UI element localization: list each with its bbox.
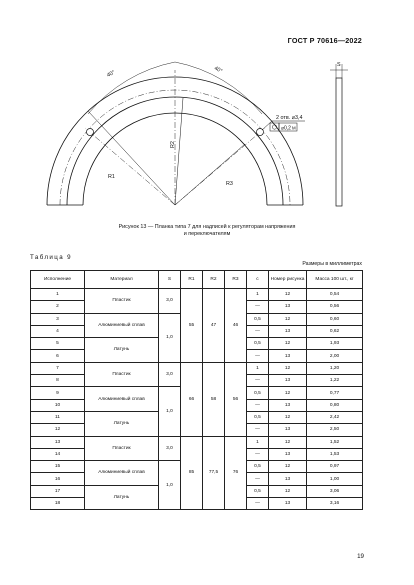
angle-label-left: 40° (106, 69, 117, 79)
tolerance-modifier: M (292, 125, 296, 131)
drawing-cell: 13 (269, 350, 307, 362)
c-cell: 0,5 (247, 313, 269, 325)
mass-cell: 0,77 (307, 387, 363, 399)
header-r3: R3 (225, 271, 247, 289)
execution-cell: 12 (31, 424, 85, 436)
c-cell: — (247, 473, 269, 485)
r3-cell: 76 (225, 436, 247, 510)
drawing-cell: 12 (269, 411, 307, 423)
units-note: Размеры в миллиметрах (302, 261, 362, 267)
header-mass: Масса 100 шт., кг (307, 271, 363, 289)
execution-cell: 10 (31, 399, 85, 411)
r3-label: R3 (226, 181, 233, 187)
execution-cell: 11 (31, 411, 85, 423)
r3-cell: 46 (225, 289, 247, 363)
s-cell: 1,0 (159, 313, 181, 362)
hole-note: 2 отв. ⌀3,4 (276, 115, 303, 121)
execution-cell: 13 (31, 436, 85, 448)
mass-cell: 0,56 (307, 301, 363, 313)
material-cell: Пластик (85, 436, 159, 461)
mass-cell: 3,16 (307, 498, 363, 510)
c-cell: 0,5 (247, 411, 269, 423)
material-cell: Алюминиевый сплав (85, 387, 159, 412)
r2-cell: 58 (203, 362, 225, 436)
r1-cell: 66 (181, 362, 203, 436)
material-cell: Пластик (85, 362, 159, 387)
material-cell: Алюминиевый сплав (85, 313, 159, 338)
mass-cell: 1,20 (307, 362, 363, 374)
side-view (336, 78, 342, 206)
header-r2: R2 (203, 271, 225, 289)
c-cell: 0,5 (247, 338, 269, 350)
r2-cell: 77,5 (203, 436, 225, 510)
drawing-cell: 12 (269, 485, 307, 497)
drawing-cell: 12 (269, 338, 307, 350)
execution-cell: 1 (31, 289, 85, 301)
execution-cell: 17 (31, 485, 85, 497)
drawing-cell: 12 (269, 313, 307, 325)
drawing-cell: 13 (269, 424, 307, 436)
c-cell: — (247, 498, 269, 510)
mass-cell: 1,22 (307, 375, 363, 387)
execution-cell: 6 (31, 350, 85, 362)
execution-cell: 3 (31, 313, 85, 325)
execution-cell: 15 (31, 461, 85, 473)
c-cell: — (247, 350, 269, 362)
mass-cell: 0,97 (307, 461, 363, 473)
angle-label-right: 40° (213, 65, 224, 75)
execution-cell: 18 (31, 498, 85, 510)
execution-cell: 2 (31, 301, 85, 313)
table-header-row (31, 271, 363, 289)
material-cell: Пластик (85, 289, 159, 314)
standard-number: ГОСТ Р 70616—2022 (287, 36, 362, 45)
c-cell: 0,5 (247, 387, 269, 399)
drawing-cell: 12 (269, 387, 307, 399)
s-cell: 1,0 (159, 461, 181, 510)
c-cell: 1 (247, 362, 269, 374)
caption-line-1: Рисунок 13 — Планка типа 7 для надписей к регуляторам напряжения (118, 224, 296, 230)
r3-cell: 56 (225, 362, 247, 436)
header-c: c (247, 271, 269, 289)
c-cell: — (247, 325, 269, 337)
material-cell: Латунь (85, 485, 159, 510)
mass-cell: 2,42 (307, 411, 363, 423)
execution-cell: 8 (31, 375, 85, 387)
table-label: Таблица 9 (30, 254, 73, 261)
material-cell: Латунь (85, 411, 159, 436)
drawing-cell: 13 (269, 301, 307, 313)
page-number: 19 (357, 553, 364, 560)
material-cell: Латунь (85, 338, 159, 363)
mass-cell: 1,00 (307, 473, 363, 485)
execution-cell: 9 (31, 387, 85, 399)
drawing-cell: 12 (269, 289, 307, 301)
header-drawing-number: Номер рисунка (269, 271, 307, 289)
c-cell: — (247, 424, 269, 436)
mass-cell: 1,52 (307, 436, 363, 448)
header-r1: R1 (181, 271, 203, 289)
drawing-cell: 13 (269, 325, 307, 337)
caption-line-2: и переключателям (183, 231, 231, 237)
mass-cell: 1,53 (307, 448, 363, 460)
execution-cell: 7 (31, 362, 85, 374)
drawing-cell: 12 (269, 436, 307, 448)
hole-left (87, 129, 94, 136)
figure-caption (0, 224, 414, 238)
dim-s-label: S (337, 62, 341, 68)
header-s: S (159, 271, 181, 289)
s-cell: 3,0 (159, 436, 181, 461)
execution-cell: 14 (31, 448, 85, 460)
table-row (31, 436, 363, 448)
mass-cell: 3,06 (307, 485, 363, 497)
r1-cell: 85 (181, 436, 203, 510)
c-cell: 0,5 (247, 461, 269, 473)
c-cell: — (247, 448, 269, 460)
mass-cell: 0,54 (307, 289, 363, 301)
s-cell: 3,0 (159, 289, 181, 314)
header-execution: Исполнение (31, 271, 85, 289)
mass-cell: 0,80 (307, 399, 363, 411)
mass-cell: 2,50 (307, 424, 363, 436)
execution-cell: 5 (31, 338, 85, 350)
mass-cell: 0,60 (307, 313, 363, 325)
dimensions-table (30, 270, 363, 510)
tolerance-value: ⌀0,2 (281, 125, 291, 132)
c-cell: — (247, 399, 269, 411)
header-material: Материал (85, 271, 159, 289)
r2-label: R2 (170, 141, 176, 148)
drawing-cell: 13 (269, 498, 307, 510)
c-cell: 0,5 (247, 485, 269, 497)
drawing-cell: 13 (269, 375, 307, 387)
drawing-cell: 13 (269, 473, 307, 485)
table-row (31, 289, 363, 301)
s-cell: 3,0 (159, 362, 181, 387)
drawing-cell: 13 (269, 448, 307, 460)
r1-label: R1 (108, 174, 115, 180)
execution-cell: 16 (31, 473, 85, 485)
s-cell: 1,0 (159, 387, 181, 436)
mass-cell: 2,00 (307, 350, 363, 362)
execution-cell: 4 (31, 325, 85, 337)
mass-cell: 0,62 (307, 325, 363, 337)
mass-cell: 1,93 (307, 338, 363, 350)
r1-cell: 55 (181, 289, 203, 363)
drawing-cell: 12 (269, 362, 307, 374)
r2-cell: 47 (203, 289, 225, 363)
drawing-cell: 12 (269, 461, 307, 473)
drawing-cell: 13 (269, 399, 307, 411)
c-cell: 1 (247, 289, 269, 301)
c-cell: 1 (247, 436, 269, 448)
table-row (31, 362, 363, 374)
c-cell: — (247, 375, 269, 387)
plate-drawing (0, 0, 414, 225)
material-cell: Алюминиевый сплав (85, 461, 159, 486)
c-cell: — (247, 301, 269, 313)
